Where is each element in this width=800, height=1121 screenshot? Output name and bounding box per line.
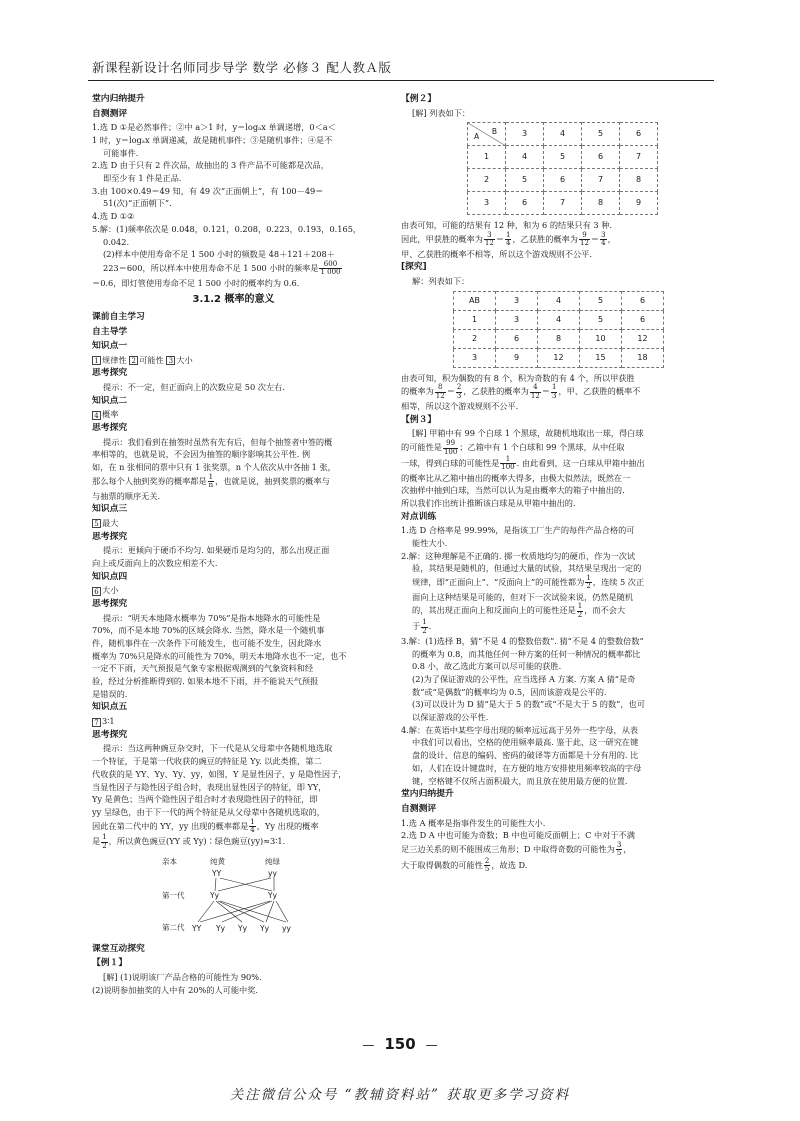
fraction: $\frac{1}{2}$ — [577, 602, 583, 619]
answer-line: 2.选 D 由于只有 2 件次品，故抽出的 3 件产品不可能都是次品， — [92, 160, 329, 171]
genotype-YY: YY — [212, 869, 222, 879]
blank-number-box: 5 — [92, 519, 101, 528]
table-header-row — [468, 123, 658, 146]
answer-text: 于 — [412, 621, 421, 632]
hint-text: 是 — [92, 836, 101, 847]
label-generation-1: 第一代 — [162, 891, 185, 901]
knowledge-point-3: 知识点三 — [92, 504, 128, 515]
answer-line: 如，人们在设计键盘时，在方便的地方安排使用频率较高的字母 — [412, 762, 642, 773]
example-2-heading: 【例２】 — [401, 94, 437, 104]
blank-answer: 大小 — [176, 354, 193, 365]
fraction: $\frac{1}{100}$ — [501, 454, 515, 472]
fraction: $\frac{1}{2}$ — [102, 833, 107, 850]
fraction: $\frac{8}{12}$ — [435, 383, 445, 400]
table-cell: 3 — [454, 348, 496, 367]
table-cell: 12 — [622, 329, 664, 348]
page-dash: — — [425, 1038, 438, 1052]
solution-line: 由表可知，积为偶数的有 8 个，积为奇数的有 4 个，所以甲获胜 — [401, 372, 635, 383]
table-cell: 5 — [582, 123, 620, 146]
answer-text: 规律，即“正面向上”、“反面向上”的可能性都为 — [412, 576, 585, 587]
section-title-interactive: 课堂互动探究 — [92, 943, 145, 954]
label-pure-green: 纯绿 — [265, 857, 280, 867]
solution-text: 的概率为 — [401, 386, 434, 397]
answer-line: 可能事件. — [103, 147, 139, 158]
hint-line: 70%，而不是本地 70%的区域会降水. 当然，降水是一个随机事 — [92, 625, 325, 636]
solution-line — [401, 440, 713, 456]
table-cell: 9 — [620, 192, 658, 215]
solution-line — [401, 232, 713, 248]
blank-answer: 概率 — [102, 409, 119, 420]
table-cell: 10 — [580, 329, 622, 348]
page-number — [0, 1035, 800, 1053]
table-cell: 9 — [496, 348, 538, 367]
cross-line — [200, 901, 270, 922]
cross-line — [276, 901, 288, 922]
solution-line: 所以我们作出统计推断该白球是从甲箱中抽出的. — [401, 497, 576, 508]
table-cell: AB — [454, 291, 496, 310]
answer-line: 键，空格键不仅所占面积最大，而且放在使用最方便的位置. — [412, 775, 628, 786]
answer-line: 的概率为 0.8，而其他任何一种方案的任何一种情况的概率都比 — [412, 648, 641, 659]
blank-number-box: 4 — [92, 411, 101, 420]
think-explore-heading: 思考探究 — [92, 598, 128, 609]
answer-line: 1.选 A 概率是指事件发生的可能性大小. — [401, 817, 546, 828]
answer-line: 验，其结果是随机的，但通过大量的试验，其结果呈现出一定的 — [412, 563, 642, 574]
hint-line — [92, 834, 375, 850]
genotype-Yy: Yy — [210, 891, 220, 901]
table-cell: 1 — [454, 310, 496, 329]
knowledge-point-1: 知识点一 — [92, 341, 128, 352]
running-header: 新课程新设计名师同步导学 数学 必修３ 配人教Ａ版 — [92, 60, 392, 75]
answer-line: (2)样本中使用寿命不足 1 500 小时的频数是 48＋121＋208＋ — [103, 249, 335, 260]
header-rule — [88, 80, 714, 81]
table-cell: 18 — [622, 348, 664, 367]
table-row — [468, 146, 658, 169]
answer-text: 足三边关系的则不能围成三角形；D 中取得奇数的可能性为 — [401, 843, 615, 854]
table-row — [454, 329, 664, 348]
hint-line: 提示：不一定，但正面向上的次数应是 50 次左右. — [103, 382, 285, 393]
hint-line: 提示：我们看到在抽签时虽然有先有后，但每个抽签者中签的概 — [103, 436, 333, 447]
answer-line: 3.由 100×0.49＝49 知，有 49 次“正面朝上”，有 100－49＝ — [92, 185, 324, 196]
blank-number-box: 1 — [92, 356, 101, 365]
genotype-Yy: Yy — [238, 924, 248, 934]
right-column — [401, 92, 713, 873]
table-cell: 8 — [538, 329, 580, 348]
blank-answer: 3∶1 — [102, 716, 115, 727]
label-generation-2: 第二代 — [162, 923, 185, 933]
fraction: $\frac{99}{100}$ — [443, 439, 458, 456]
solution-text: ；乙箱中有 1 个白球和 99 个黑球，从中任取 — [459, 442, 625, 453]
knowledge-point-4: 知识点四 — [92, 571, 128, 582]
answer-line: (3)可以设计为 D 猜“是大于 5 的数”或“不是大于 5 的数”，也可 — [412, 699, 645, 710]
table-cell: 6 — [544, 169, 582, 192]
hint-line: Yy 是黄色；当两个隐性因子组合时才表现隐性因子的特征，即 — [92, 794, 318, 805]
fraction: $\frac{1}{2}$ — [422, 618, 427, 635]
cross-line — [215, 878, 216, 891]
answer-line: 5.解：(1)频率依次是 0.048，0.121，0.208，0.223，0.193，0.165， — [92, 223, 362, 234]
answer-line: 1.选 D 合格率是 99.99%，是指该工厂生产的每件产品合格的可 — [401, 525, 635, 536]
header-b: B — [491, 127, 497, 137]
diagonal-header-cell — [468, 123, 506, 146]
blank-answer: 大小 — [102, 585, 119, 596]
blank-answer: 规律性 — [102, 354, 130, 365]
knowledge-answers — [92, 354, 375, 367]
product-table — [453, 291, 664, 368]
hint-line: 向上或反面向上的次数应相差不大. — [92, 557, 218, 568]
table-cell: 5 — [580, 291, 622, 310]
think-explore-heading: 思考探究 — [92, 531, 128, 542]
answer-line: ＝0.6，即灯管使用寿命不足 1 500 小时的概率约为 0.6. — [92, 277, 300, 288]
solution-line: [解] (1)说明该厂产品合格的可能性为 90%. — [103, 971, 262, 982]
table-cell: 6 — [582, 146, 620, 169]
fraction: $\frac{1}{4}$ — [250, 817, 255, 834]
sum-table — [467, 122, 658, 215]
knowledge-answers — [92, 715, 375, 728]
answer-line — [92, 261, 375, 277]
table-header-row — [454, 291, 664, 310]
section-title-review: 堂内归纳提升 — [92, 94, 145, 104]
hint-text: ，也就是说，抽到奖票的概率与 — [215, 475, 330, 486]
hint-line — [92, 819, 375, 835]
hint-line — [92, 474, 375, 490]
fraction: $\frac{1}{4}$ — [506, 231, 511, 248]
table-cell: 7 — [620, 146, 658, 169]
answer-line: 0.042. — [103, 236, 130, 247]
page-dash: — — [362, 1038, 375, 1052]
table-cell: 4 — [538, 310, 580, 329]
answer-line: 4.解：在英语中某些字母出现的频率远远高于另外一些字母，从表 — [401, 724, 639, 735]
solution-text: ，乙获胜的概率为 — [463, 386, 529, 397]
answer-line: 1 时，y＝logₐx 单调递减，故是随机事件；③是随机事件；④是不 — [92, 134, 333, 145]
table-row — [454, 310, 664, 329]
solution-line: [解] 甲箱中有 99 个白球 1 个黑球，故随机地取出一球，得白球 — [412, 428, 644, 439]
answer-line — [401, 603, 713, 619]
solution-text: ， — [607, 233, 616, 244]
think-explore-heading: 思考探究 — [92, 423, 128, 434]
hint-line: 如，在 n 张相同的票中只有 1 张奖票，n 个人依次从中各抽 1 张， — [92, 462, 336, 473]
solution-text: ，乙获胜的概率为 — [512, 233, 578, 244]
table-cell: 5 — [506, 169, 544, 192]
table-cell: 12 — [538, 348, 580, 367]
hint-line: 提示：当这两种豌豆杂交时，下一代是从父母辈中各随机地选取 — [103, 743, 333, 754]
table-cell: 2 — [454, 329, 496, 348]
solution-text: ，甲、乙获胜的概率不 — [558, 386, 641, 397]
answer-line: 51(次)“正面朝下”. — [103, 198, 172, 209]
fraction: $\frac{2}{3}$ — [456, 383, 462, 400]
table-cell: 4 — [538, 291, 580, 310]
header-a: A — [474, 131, 480, 141]
table-cell: 5 — [580, 310, 622, 329]
subsection-self-test: 自测测评 — [92, 108, 128, 119]
fraction: $\frac{4}{12}$ — [530, 383, 540, 400]
answer-text: . — [428, 621, 432, 632]
table-cell: 6 — [506, 192, 544, 215]
answer-line: 以保证游戏的公平性. — [412, 712, 489, 723]
section-heading-3-1-2: 3.1.2 概率的意义 — [192, 294, 275, 306]
table-cell: 3 — [506, 123, 544, 146]
answer-line: 0.8 小，故乙选此方案可以尽可能的获胜. — [412, 661, 562, 672]
answer-line: (2)为了保证游戏的公平性，应当选择 A 方案. 方案 A 猜“是奇 — [412, 673, 636, 684]
think-explore-heading: 思考探究 — [92, 368, 128, 379]
left-column — [92, 92, 375, 996]
example-1-heading: 【例１】 — [92, 958, 128, 969]
table-cell: 1 — [468, 146, 506, 169]
table-cell: 3 — [468, 192, 506, 215]
answer-line — [401, 842, 713, 858]
hint-line: 提示：更倾向于硬币不均匀. 如果硬币是均匀的，那么出现正面 — [103, 545, 330, 556]
think-explore-heading: 思考探究 — [92, 729, 128, 740]
cross-line — [266, 901, 274, 922]
solution-line: [解] 列表如下： — [412, 107, 471, 118]
blank-answer: 最大 — [102, 517, 119, 528]
fraction: $\frac{600}{1 000}$ — [320, 259, 341, 277]
table-cell: 15 — [580, 348, 622, 367]
table-cell: 6 — [622, 291, 664, 310]
solution-text: 因此，甲获胜的概率为 — [401, 233, 483, 244]
knowledge-point-5: 知识点五 — [92, 702, 128, 713]
genotype-Yy: Yy — [216, 924, 226, 934]
hint-line: 是错误的. — [92, 688, 128, 699]
hint-line: 一定不下雨，天气预报是气象专家根据观测到的气象资料和经 — [92, 663, 314, 674]
answer-line: 数”或“是偶数”的概率均为 0.5，因而该游戏是公平的. — [412, 686, 607, 697]
blank-number-box: 7 — [92, 718, 101, 727]
solution-line — [401, 456, 713, 472]
hint-text: ，所以黄色豌豆(YY 或 Yy)∶绿色豌豆(yy)≈3∶1. — [108, 836, 286, 847]
answer-line: 中我们可以看出，空格的使用频率最高. 鉴于此，这一研究在键 — [412, 737, 639, 748]
fraction: $\frac{1}{2}$ — [586, 574, 591, 591]
solution-line — [401, 384, 713, 400]
genotype-Yy: Yy — [268, 891, 278, 901]
label-parent: 亲本 — [162, 857, 177, 867]
table-cell: 6 — [496, 329, 538, 348]
answer-line: 能性大小. — [412, 537, 448, 548]
answer-line: 2.选 D A 中也可能为奇数；B 中也可能反面朝上；C 中对于不满 — [401, 830, 635, 841]
fraction: $\frac{2}{5}$ — [484, 856, 490, 873]
blank-number-box: 6 — [92, 587, 101, 596]
knowledge-answers — [92, 408, 375, 421]
solution-line: 的概率比从乙箱中抽出的概率大得多，由极大似然法，既然在一 — [401, 472, 631, 483]
solution-text: ＝ — [541, 386, 550, 397]
knowledge-answers — [92, 584, 375, 597]
table-row — [468, 169, 658, 192]
genotype-YY: YY — [192, 924, 202, 934]
answer-line: 盘的设计、信息的编码、密码的破译等方面都是十分有用的. 比 — [412, 750, 639, 761]
answer-text: ， — [623, 843, 632, 854]
fraction: $\frac{3}{4}$ — [601, 231, 606, 248]
table-cell: 8 — [582, 192, 620, 215]
solution-line: 相等，所以这个游戏规则不公平. — [401, 401, 519, 412]
solution-line: 由表可知，可能的结果有 12 种，和为 6 的结果只有 3 种. — [401, 220, 612, 231]
explore-heading: [探究] — [401, 262, 427, 273]
table-cell: 2 — [468, 169, 506, 192]
hint-line: 与抽票的顺序无关. — [92, 490, 161, 501]
solution-text: . 由此看到，这一白球从甲箱中抽出 — [516, 457, 645, 468]
solution-line: 解：列表如下： — [412, 276, 470, 287]
answer-text: 223＝600，所以样本中使用寿命不足 1 500 小时的频率是 — [103, 262, 319, 273]
fraction: $\frac{1}{n}$ — [208, 472, 214, 490]
practice-heading: 对点训练 — [401, 511, 437, 522]
example-3-heading: 【例３】 — [401, 414, 437, 425]
hint-text: 因此在第二代中的 YY，yy 出现的概率都是 — [92, 820, 249, 831]
hint-line: 概率为 70%只是降水的可能性为 70%，明天本地降水也不一定，也不 — [92, 650, 347, 661]
answer-line: 面向上这种结果是可能的，但对下一次试验来说，仍然是随机 — [412, 591, 634, 602]
genotype-yy: yy — [282, 924, 291, 934]
hint-line: 当显性因子与隐性因子组合时，表现出显性因子的特征，即 YY， — [92, 781, 327, 792]
subsection-guide: 自主导学 — [92, 326, 128, 337]
hint-line: 件，随机事件在一次条件下可能发生，也可能不发生，因此降水 — [92, 637, 322, 648]
answer-text: 的，其出现正面向上和反面向上的可能性还是 — [412, 605, 576, 616]
footer-note: 关注微信公众号 “教辅资料站” 获取更多学习资料 — [229, 1087, 571, 1103]
knowledge-answers — [92, 517, 375, 530]
table-cell: 4 — [544, 123, 582, 146]
solution-text: ＝ — [495, 233, 505, 244]
subsection-self-test-2: 自测测评 — [401, 803, 437, 814]
solution-text: 的可能性是 — [401, 442, 442, 453]
page-number-value: 150 — [384, 1035, 416, 1053]
blank-answer: 可能性 — [139, 354, 167, 365]
answer-text: 大于取得偶数的可能性 — [401, 859, 483, 870]
table-row — [468, 192, 658, 215]
answer-line: 2.解：这种理解是不正确的. 掷一枚质地均匀的硬币，作为一次试 — [401, 550, 636, 561]
answer-line: 3.解：(1)选择 B，猜“不是 4 的整数倍数”. 猜“不是 4 的整数倍数” — [401, 635, 644, 646]
hint-line: 代收获的是 YY、Yy、Yy、yy，如图，Y 是显性因子，y 是隐性因子， — [92, 768, 347, 779]
table-cell: 5 — [544, 146, 582, 169]
hint-line: 一个特征，于是第一代收获的豌豆的特征是 Yy. 以此类推，第二 — [92, 756, 322, 767]
solution-line: 甲、乙获胜的概率不相等，所以这个游戏规则不公平. — [401, 248, 592, 259]
section-title-review-2: 堂内归纳提升 — [401, 789, 454, 800]
hint-line: 率相等的，也就是说，不会因为抽签的顺序影响其公平性. 例 — [92, 449, 311, 460]
fraction: $\frac{3}{12}$ — [484, 231, 494, 248]
table-cell: 3 — [496, 310, 538, 329]
solution-text: ＝ — [590, 233, 600, 244]
answer-line: 即至少有 1 件是正品. — [103, 173, 182, 184]
blank-number-box: 2 — [129, 356, 138, 365]
table-cell: 7 — [582, 169, 620, 192]
table-row — [454, 348, 664, 367]
hint-text: 那么每个人抽到奖券的概率都是 — [92, 475, 207, 486]
answer-text: ，连续 5 次正 — [592, 576, 645, 587]
table-cell: 6 — [620, 123, 658, 146]
table-cell: 7 — [544, 192, 582, 215]
blank-number-box: 3 — [166, 356, 175, 365]
pea-genetics-diagram — [160, 854, 310, 934]
answer-line: 4.选 D ①② — [92, 211, 135, 222]
answer-line — [401, 575, 713, 591]
fraction: $\frac{3}{5}$ — [616, 840, 622, 858]
table-cell: 3 — [496, 291, 538, 310]
cross-line — [198, 901, 214, 922]
label-pure-yellow: 纯黄 — [210, 857, 225, 867]
genotype-Yy: Yy — [260, 924, 270, 934]
cross-line — [218, 901, 264, 922]
hint-line: 提示：“明天本地降水概率为 70%”是指本地降水的可能性是 — [103, 612, 321, 623]
answer-line: 1.选 D ①是必然事件；②中 a＞1 时，y＝logₐx 单调递增，0＜a＜ — [92, 122, 336, 133]
table-cell: 8 — [620, 169, 658, 192]
fraction: $\frac{1}{3}$ — [552, 383, 557, 400]
table-cell: 4 — [506, 146, 544, 169]
solution-text: 一球，得到白球的可能性是 — [401, 457, 500, 468]
fraction: $\frac{9}{12}$ — [580, 231, 589, 248]
solution-line: 次抽样中抽到白球，当然可以认为是由概率大的箱子中抽出的. — [401, 485, 625, 496]
knowledge-point-2: 知识点二 — [92, 395, 128, 406]
solution-text: ＝ — [446, 386, 455, 397]
solution-line: (2)说明参加抽奖的人中有 20%的人可能中奖. — [92, 984, 259, 995]
section-title-preview: 课前自主学习 — [92, 311, 145, 322]
answer-text: ，而不会大 — [584, 605, 626, 616]
answer-line — [401, 858, 713, 874]
table-cell: 6 — [622, 310, 664, 329]
hint-line: yy 呈绿色，由于下一代的两个特征是从父母辈中各随机选取的， — [92, 806, 325, 817]
hint-text: ，Yy 出现的概率 — [256, 820, 319, 831]
answer-text: ，故选 D. — [491, 859, 528, 870]
answer-line — [401, 619, 713, 635]
genotype-yy: yy — [268, 869, 277, 879]
hint-line: 验，经过分析推断得到的. 如果本地不下雨，并不能说天气预报 — [92, 676, 319, 687]
